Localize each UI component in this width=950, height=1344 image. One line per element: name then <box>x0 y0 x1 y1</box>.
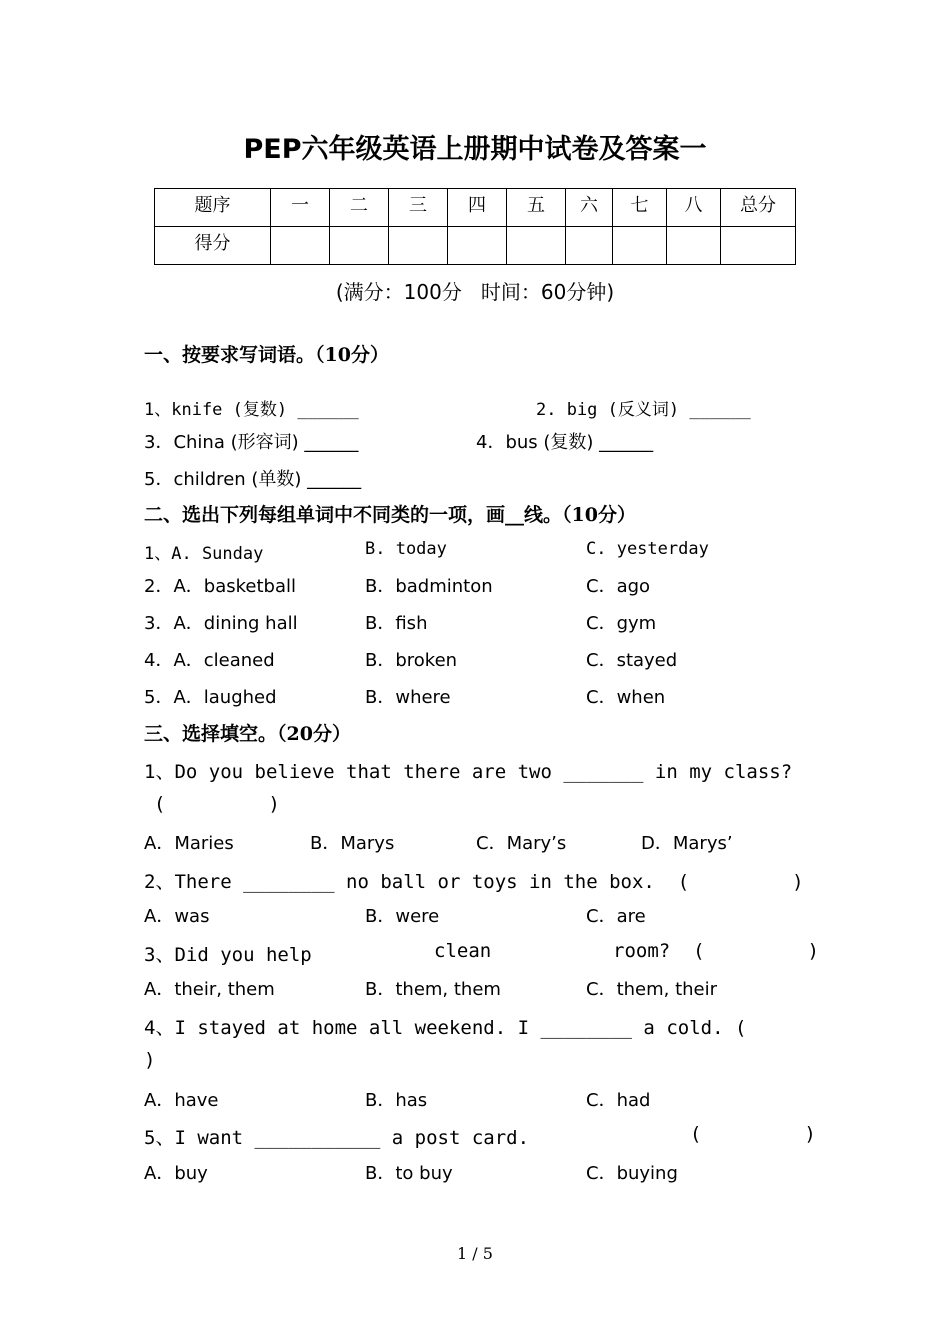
table-cell: 题序 <box>155 189 271 227</box>
score-cell[interactable] <box>667 227 721 265</box>
section-1-heading: 一、按要求写词语。（10分） <box>144 344 389 366</box>
option-text: B．has <box>365 1090 428 1111</box>
question-text: 1、Do you believe that there are two _______ in my class? <box>144 761 793 783</box>
score-cell[interactable] <box>271 227 330 265</box>
score-table-header-row <box>155 189 796 227</box>
option-text: B．broken <box>365 650 458 671</box>
question-text: 2、There ________ no ball or toys in the box. ( ) <box>144 871 804 893</box>
option-text: C．had <box>586 1090 651 1111</box>
option-text: C．gym <box>586 613 657 634</box>
question-text: 1、knife (复数) ______ <box>144 400 359 420</box>
option-text: A．was <box>144 906 210 927</box>
section-2-heading: 二、选出下列每组单词中不同类的一项，画__线。（10分） <box>144 504 636 526</box>
table-cell: 总分 <box>721 189 796 227</box>
page-title: PEP六年级英语上册期中试卷及答案一 <box>243 134 707 165</box>
table-cell: 得分 <box>155 227 271 265</box>
table-cell: 一 <box>271 189 330 227</box>
option-text: 5．A．laughed <box>144 687 277 708</box>
question-text: 2. big (反义词) ______ <box>536 400 751 420</box>
option-text: A．Maries <box>144 833 234 854</box>
score-cell[interactable] <box>448 227 507 265</box>
table-cell: 二 <box>330 189 389 227</box>
section-3-heading: 三、选择填空。（20分） <box>144 723 351 745</box>
table-cell: 四 <box>448 189 507 227</box>
option-text: B. today <box>365 539 447 559</box>
score-cell[interactable] <box>330 227 389 265</box>
table-cell: 七 <box>613 189 667 227</box>
table-cell: 六 <box>566 189 613 227</box>
option-text: B．them, them <box>365 979 501 1000</box>
question-text: 3、Did you help <box>144 944 312 966</box>
option-text: B．fish <box>365 613 428 634</box>
question-text: 5、I want ___________ a post card. <box>144 1127 530 1149</box>
question-text: 3．China (形容词) ______ <box>144 432 359 453</box>
option-text: 3．A．dining hall <box>144 613 298 634</box>
option-text: C．buying <box>586 1163 678 1184</box>
option-text: B．to buy <box>365 1163 453 1184</box>
option-text: B．badminton <box>365 576 493 597</box>
table-cell: 三 <box>389 189 448 227</box>
option-text: 4．A．cleaned <box>144 650 275 671</box>
score-table <box>154 188 796 265</box>
score-cell[interactable] <box>566 227 613 265</box>
option-text: C．when <box>586 687 666 708</box>
option-text: A．their, them <box>144 979 275 1000</box>
table-cell: 八 <box>667 189 721 227</box>
option-text: B．were <box>365 906 440 927</box>
option-text: C．stayed <box>586 650 678 671</box>
answer-paren: ) <box>144 1049 156 1071</box>
score-cell[interactable] <box>507 227 566 265</box>
question-text: clean <box>434 940 492 962</box>
page-number: 1 / 5 <box>457 1244 493 1263</box>
option-text: D．Marys’ <box>641 833 733 854</box>
question-text: room? ( ) <box>613 940 819 962</box>
question-text: 4．bus (复数) ______ <box>476 432 654 453</box>
option-text: A．buy <box>144 1163 208 1184</box>
score-cell[interactable] <box>613 227 667 265</box>
answer-paren: ( ) <box>690 1123 816 1145</box>
option-text: A．have <box>144 1090 219 1111</box>
question-text: 4、I stayed at home all weekend. I ________ a cold. ( <box>144 1017 747 1039</box>
score-cell[interactable] <box>389 227 448 265</box>
answer-paren: ( ) <box>154 793 280 815</box>
option-text: C．ago <box>586 576 651 597</box>
table-cell: 五 <box>507 189 566 227</box>
question-text: 5．children (单数) ______ <box>144 469 362 490</box>
option-text: C. yesterday <box>586 539 709 559</box>
option-text: 1、A. Sunday <box>144 544 264 564</box>
option-text: 2．A．basketball <box>144 576 296 597</box>
option-text: B．where <box>365 687 451 708</box>
exam-info: (满分：100分 时间：60分钟) <box>335 280 615 304</box>
option-text: C．Mary’s <box>476 833 567 854</box>
score-cell[interactable] <box>721 227 796 265</box>
option-text: C．are <box>586 906 646 927</box>
score-table-score-row <box>155 227 796 265</box>
option-text: C．them, their <box>586 979 718 1000</box>
option-text: B．Marys <box>310 833 395 854</box>
